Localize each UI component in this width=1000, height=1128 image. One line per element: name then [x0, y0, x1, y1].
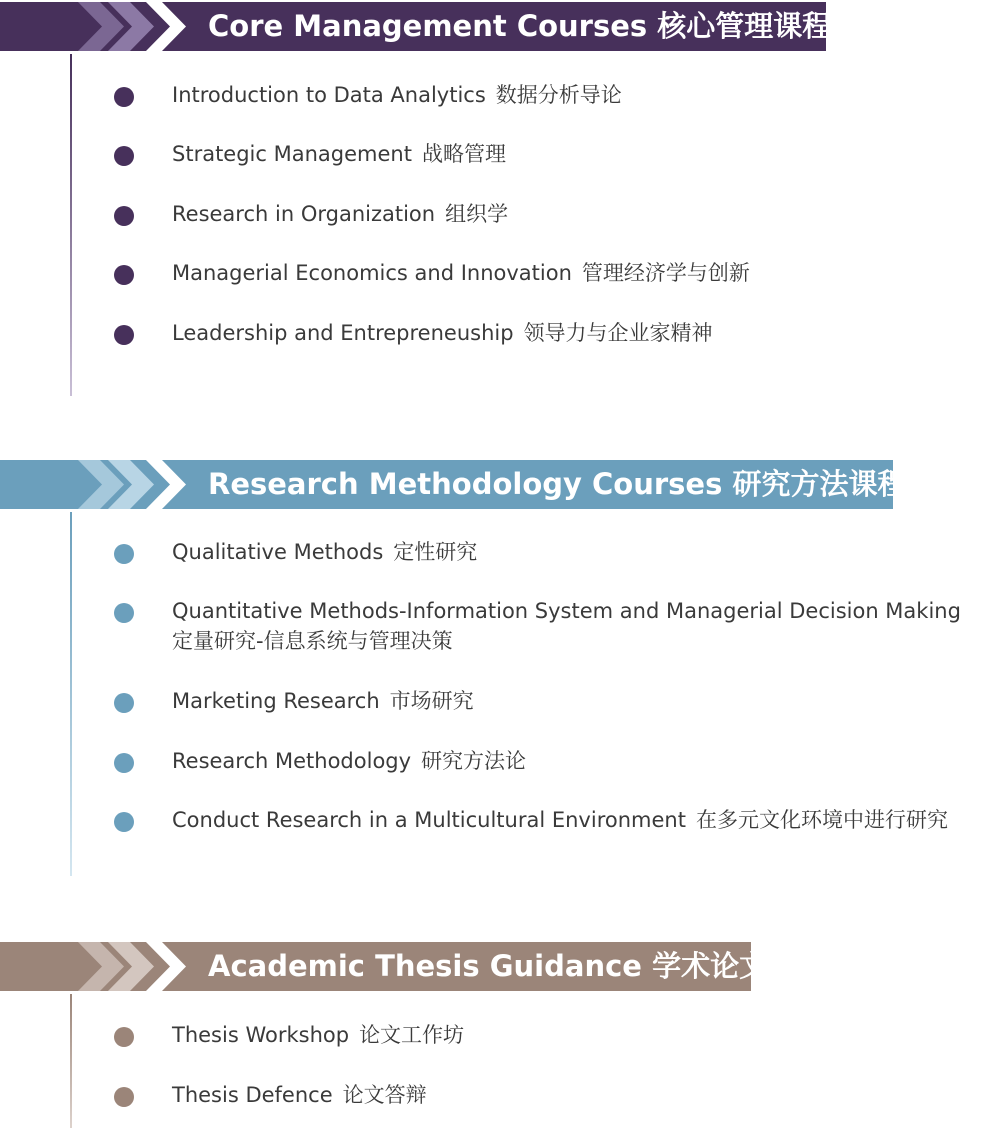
course-name-zh: 论文答辩: [342, 1083, 427, 1107]
course-name-zh: 战略管理: [421, 142, 506, 166]
course-name-en: Strategic Management: [172, 142, 412, 166]
section-research-methodology: [0, 460, 1000, 880]
course-name-en: Managerial Economics and Innovation: [172, 261, 572, 285]
course-name-zh: 市场研究: [389, 689, 474, 713]
course-name-zh: 数据分析导论: [495, 83, 622, 107]
bullet-icon: [114, 325, 134, 345]
course-name-en: Leadership and Entrepreneuship: [172, 321, 514, 345]
course-name-en: Research in Organization: [172, 202, 436, 226]
bullet-icon: [114, 753, 134, 773]
bullet-icon: [114, 812, 134, 832]
timeline-line: [70, 512, 72, 876]
section-core-management: [0, 2, 1000, 402]
bullet-icon: [114, 603, 134, 623]
timeline-line: [70, 994, 72, 1128]
course-name-en: Conduct Research in a Multicultural Environment: [172, 808, 686, 832]
course-name-zh: 定性研究: [393, 540, 478, 564]
bullet-icon: [114, 693, 134, 713]
course-name-zh: 论文工作坊: [359, 1023, 465, 1047]
course-name-zh: 领导力与企业家精神: [523, 321, 713, 345]
course-name-zh: 在多元文化环境中进行研究: [695, 808, 948, 832]
course-name-zh: 管理经济学与创新: [581, 261, 750, 285]
course-name-en: Introduction to Data Analytics: [172, 83, 486, 107]
bullet-icon: [114, 146, 134, 166]
section-title: Academic Thesis Guidance 学术论文: [208, 949, 769, 983]
course-name-zh: 研究方法论: [421, 749, 527, 773]
course-name-zh: 组织学: [445, 202, 509, 226]
bullet-icon: [114, 1087, 134, 1107]
course-name-en: Marketing Research: [172, 689, 380, 713]
section-title: Core Management Courses 核心管理课程: [208, 9, 832, 43]
section-banner: [0, 942, 769, 991]
bullet-icon: [114, 87, 134, 107]
bullet-icon: [114, 544, 134, 564]
bullet-icon: [114, 206, 134, 226]
section-banner: [0, 460, 907, 509]
bullet-icon: [114, 265, 134, 285]
course-name-zh: 定量研究-信息系统与管理决策: [172, 629, 453, 653]
section-banner: [0, 2, 832, 51]
course-name-en: Research Methodology: [172, 749, 412, 773]
course-name-en: Thesis Defence: [172, 1083, 333, 1107]
timeline-line: [70, 54, 72, 396]
bullet-icon: [114, 1027, 134, 1047]
course-name-en: Qualitative Methods: [172, 540, 384, 564]
course-name-en: Thesis Workshop: [172, 1023, 350, 1047]
section-academic-thesis: [0, 942, 1000, 1128]
course-name-en: Quantitative Methods-Information System and Managerial Decision Making: [172, 599, 961, 623]
section-title: Research Methodology Courses 研究方法课程: [208, 467, 907, 501]
